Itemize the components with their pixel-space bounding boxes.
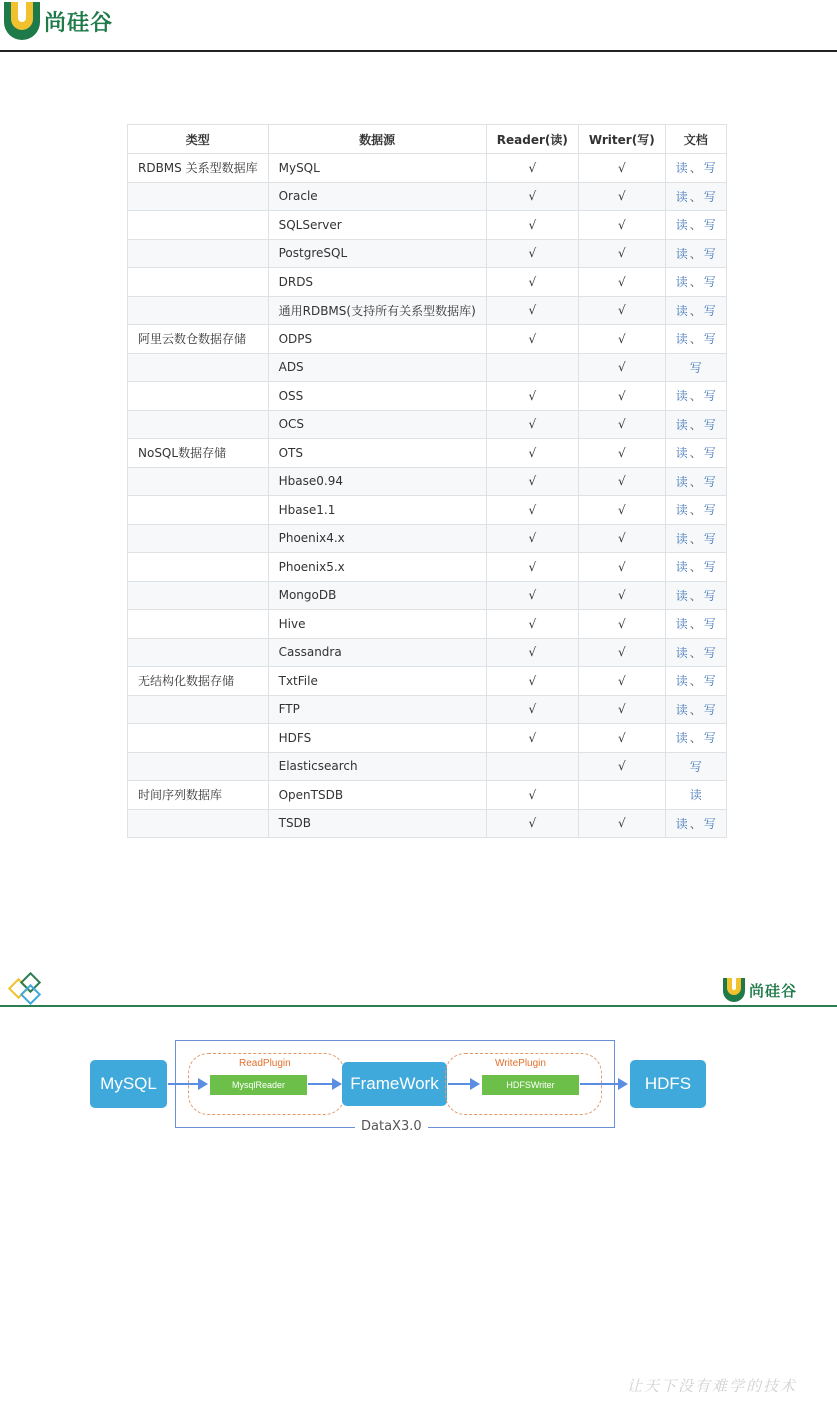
logo-u-icon — [4, 2, 40, 40]
cell-source: MongoDB — [268, 581, 486, 610]
cell-type: 阿里云数仓数据存储 — [128, 325, 269, 354]
table-row — [128, 724, 727, 753]
cell-writer — [578, 781, 665, 810]
cell-docs — [665, 781, 726, 810]
col-header-type: 类型 — [128, 125, 269, 154]
cell-type: 无结构化数据存储 — [128, 667, 269, 696]
doc-link-write[interactable]: 写 — [703, 588, 716, 603]
cell-source: ODPS — [268, 325, 486, 354]
cell-reader: √ — [486, 667, 578, 696]
cell-writer: √ — [578, 752, 665, 781]
cell-writer: √ — [578, 638, 665, 667]
datasource-table — [127, 124, 727, 838]
doc-link-read[interactable]: 读 — [675, 560, 688, 575]
cell-writer: √ — [578, 182, 665, 211]
cell-writer: √ — [578, 296, 665, 325]
cell-type — [128, 296, 269, 325]
doc-link-read[interactable]: 读 — [675, 731, 688, 746]
doc-link-write[interactable]: 写 — [703, 218, 716, 233]
doc-separator: 、 — [689, 531, 702, 546]
doc-link-read[interactable]: 读 — [675, 617, 688, 632]
cell-docs — [665, 439, 726, 468]
cell-type — [128, 382, 269, 411]
cell-writer: √ — [578, 439, 665, 468]
cell-docs — [665, 695, 726, 724]
doc-link-read[interactable]: 读 — [675, 303, 688, 318]
doc-link-read[interactable]: 读 — [675, 389, 688, 404]
cell-source: OTS — [268, 439, 486, 468]
cell-writer: √ — [578, 724, 665, 753]
cell-reader: √ — [486, 410, 578, 439]
cell-reader: √ — [486, 325, 578, 354]
cell-writer: √ — [578, 268, 665, 297]
table-row — [128, 239, 727, 268]
cell-source: OCS — [268, 410, 486, 439]
cell-type — [128, 724, 269, 753]
slide-brand-logo — [723, 978, 797, 1002]
cell-reader: √ — [486, 781, 578, 810]
doc-link-write[interactable]: 写 — [703, 645, 716, 660]
cell-source: DRDS — [268, 268, 486, 297]
table-row — [128, 439, 727, 468]
cell-docs — [665, 638, 726, 667]
cell-source: TxtFile — [268, 667, 486, 696]
doc-link-write[interactable]: 写 — [703, 389, 716, 404]
table-row — [128, 467, 727, 496]
arrow-writer-to-hdfs — [580, 1083, 626, 1085]
doc-link-write[interactable]: 写 — [703, 189, 716, 204]
logo-u-icon — [723, 978, 745, 1002]
footer-slogan: 让天下没有难学的技术 — [627, 1377, 798, 1395]
cell-type — [128, 524, 269, 553]
doc-link-write[interactable]: 写 — [703, 702, 716, 717]
cell-source: HDFS — [268, 724, 486, 753]
cell-reader: √ — [486, 695, 578, 724]
cell-reader — [486, 353, 578, 382]
cell-type — [128, 553, 269, 582]
doc-link-write[interactable]: 写 — [703, 417, 716, 432]
cell-docs — [665, 581, 726, 610]
cell-docs — [665, 382, 726, 411]
cell-source: 通用RDBMS(支持所有关系型数据库) — [268, 296, 486, 325]
arrow-reader-to-framework — [308, 1083, 340, 1085]
cell-source: OSS — [268, 382, 486, 411]
doc-separator: 、 — [689, 275, 702, 290]
doc-separator: 、 — [689, 674, 702, 689]
cell-reader — [486, 752, 578, 781]
table-row — [128, 553, 727, 582]
brand-logo — [4, 2, 113, 40]
table-row — [128, 638, 727, 667]
cell-type: 时间序列数据库 — [128, 781, 269, 810]
table-row — [128, 211, 727, 240]
diamond-logo-icon — [8, 972, 48, 1006]
table-row — [128, 296, 727, 325]
logo-text: 尚硅谷 — [44, 10, 114, 36]
doc-link-read[interactable]: 读 — [689, 788, 702, 803]
cell-reader: √ — [486, 809, 578, 838]
doc-link-read[interactable]: 读 — [675, 161, 688, 176]
cell-docs — [665, 467, 726, 496]
cell-docs — [665, 809, 726, 838]
doc-separator: 、 — [689, 446, 702, 461]
cell-source: SQLServer — [268, 211, 486, 240]
doc-separator: 、 — [689, 702, 702, 717]
page-header — [0, 0, 837, 52]
cell-docs — [665, 353, 726, 382]
cell-docs — [665, 239, 726, 268]
cell-source: Phoenix5.x — [268, 553, 486, 582]
cell-docs — [665, 211, 726, 240]
cell-reader: √ — [486, 610, 578, 639]
doc-link-write[interactable]: 写 — [703, 674, 716, 689]
cell-writer: √ — [578, 667, 665, 696]
hdfs-node: HDFS — [630, 1060, 706, 1108]
doc-link-read[interactable]: 读 — [675, 417, 688, 432]
doc-link-write[interactable]: 写 — [703, 275, 716, 290]
cell-docs — [665, 752, 726, 781]
cell-source: FTP — [268, 695, 486, 724]
cell-reader: √ — [486, 524, 578, 553]
framework-node: FrameWork — [342, 1062, 447, 1106]
cell-docs — [665, 496, 726, 525]
table-row — [128, 353, 727, 382]
cell-type — [128, 353, 269, 382]
doc-separator: 、 — [689, 189, 702, 204]
cell-source: MySQL — [268, 154, 486, 183]
doc-link-write[interactable]: 写 — [703, 617, 716, 632]
cell-reader: √ — [486, 467, 578, 496]
cell-type — [128, 467, 269, 496]
cell-type — [128, 182, 269, 211]
doc-link-write[interactable]: 写 — [703, 246, 716, 261]
doc-separator: 、 — [689, 503, 702, 518]
doc-link-read[interactable]: 读 — [675, 503, 688, 518]
doc-link-read[interactable]: 读 — [675, 332, 688, 347]
doc-link-read[interactable]: 读 — [675, 275, 688, 290]
cell-reader: √ — [486, 581, 578, 610]
cell-reader: √ — [486, 182, 578, 211]
table-row — [128, 410, 727, 439]
cell-writer: √ — [578, 410, 665, 439]
cell-type — [128, 610, 269, 639]
cell-writer: √ — [578, 553, 665, 582]
cell-source: PostgreSQL — [268, 239, 486, 268]
cell-writer: √ — [578, 581, 665, 610]
cell-source: Phoenix4.x — [268, 524, 486, 553]
doc-link-write[interactable]: 写 — [703, 816, 716, 831]
write-plugin-title: WritePlugin — [495, 1058, 546, 1069]
mysql-node: MySQL — [90, 1060, 167, 1108]
cell-reader: √ — [486, 211, 578, 240]
cell-reader: √ — [486, 638, 578, 667]
doc-link-read[interactable]: 读 — [675, 674, 688, 689]
cell-writer: √ — [578, 610, 665, 639]
cell-reader: √ — [486, 268, 578, 297]
cell-type — [128, 581, 269, 610]
cell-source: Cassandra — [268, 638, 486, 667]
col-header-source: 数据源 — [268, 125, 486, 154]
doc-link-read[interactable]: 读 — [675, 816, 688, 831]
doc-link-write[interactable]: 写 — [703, 531, 716, 546]
cell-reader: √ — [486, 382, 578, 411]
doc-separator: 、 — [689, 303, 702, 318]
cell-docs — [665, 268, 726, 297]
cell-reader: √ — [486, 296, 578, 325]
doc-link-read[interactable]: 读 — [675, 531, 688, 546]
doc-link-read[interactable]: 读 — [675, 446, 688, 461]
table-row — [128, 695, 727, 724]
cell-writer: √ — [578, 809, 665, 838]
cell-source: Hbase0.94 — [268, 467, 486, 496]
cell-writer: √ — [578, 467, 665, 496]
doc-link-read[interactable]: 读 — [675, 588, 688, 603]
table-row — [128, 581, 727, 610]
cell-docs — [665, 553, 726, 582]
doc-separator: 、 — [689, 816, 702, 831]
table-row — [128, 382, 727, 411]
doc-link-write[interactable]: 写 — [703, 560, 716, 575]
table-row — [128, 325, 727, 354]
table-row — [128, 610, 727, 639]
cell-docs — [665, 667, 726, 696]
table-row — [128, 154, 727, 183]
cell-reader: √ — [486, 724, 578, 753]
cell-type — [128, 496, 269, 525]
table-row — [128, 752, 727, 781]
doc-link-read[interactable]: 读 — [675, 189, 688, 204]
cell-type — [128, 809, 269, 838]
cell-docs — [665, 182, 726, 211]
doc-link-write[interactable]: 写 — [703, 731, 716, 746]
doc-separator: 、 — [689, 161, 702, 176]
cell-writer: √ — [578, 325, 665, 354]
cell-writer: √ — [578, 211, 665, 240]
read-plugin-title: ReadPlugin — [239, 1058, 291, 1069]
slide-divider — [0, 1005, 837, 1007]
doc-separator: 、 — [689, 617, 702, 632]
doc-separator: 、 — [689, 588, 702, 603]
doc-separator: 、 — [689, 332, 702, 347]
table-row — [128, 496, 727, 525]
doc-link-write[interactable]: 写 — [703, 332, 716, 347]
cell-source: Hbase1.1 — [268, 496, 486, 525]
cell-writer: √ — [578, 353, 665, 382]
cell-source: OpenTSDB — [268, 781, 486, 810]
cell-source: TSDB — [268, 809, 486, 838]
doc-separator: 、 — [689, 474, 702, 489]
doc-link-write[interactable]: 写 — [703, 303, 716, 318]
cell-writer: √ — [578, 154, 665, 183]
cell-docs — [665, 410, 726, 439]
cell-type — [128, 211, 269, 240]
table-row — [128, 781, 727, 810]
table-header-row — [128, 125, 727, 154]
cell-docs — [665, 325, 726, 354]
cell-type — [128, 695, 269, 724]
hdfs-writer-box: HDFSWriter — [482, 1075, 579, 1095]
cell-source: ADS — [268, 353, 486, 382]
doc-separator: 、 — [689, 731, 702, 746]
cell-reader: √ — [486, 239, 578, 268]
col-header-writer: Writer(写) — [578, 125, 665, 154]
datax-frame-label: DataX3.0 — [355, 1119, 428, 1134]
cell-source: Elasticsearch — [268, 752, 486, 781]
doc-separator: 、 — [689, 218, 702, 233]
arrow-mysql-to-reader — [168, 1083, 206, 1085]
cell-docs — [665, 296, 726, 325]
doc-separator: 、 — [689, 417, 702, 432]
doc-separator: 、 — [689, 560, 702, 575]
doc-link-read[interactable]: 读 — [675, 246, 688, 261]
arrow-framework-to-writer — [448, 1083, 478, 1085]
table-body — [128, 154, 727, 838]
mysql-reader-box: MysqlReader — [210, 1075, 307, 1095]
doc-separator: 、 — [689, 389, 702, 404]
cell-type — [128, 239, 269, 268]
cell-writer: √ — [578, 382, 665, 411]
table-row — [128, 667, 727, 696]
table-row — [128, 524, 727, 553]
cell-type — [128, 638, 269, 667]
col-header-docs: 文档 — [665, 125, 726, 154]
doc-link-read[interactable]: 读 — [675, 218, 688, 233]
cell-source: Hive — [268, 610, 486, 639]
cell-docs — [665, 524, 726, 553]
doc-link-write[interactable]: 写 — [703, 161, 716, 176]
cell-reader: √ — [486, 439, 578, 468]
cell-docs — [665, 154, 726, 183]
cell-reader: √ — [486, 496, 578, 525]
doc-link-write[interactable]: 写 — [703, 446, 716, 461]
doc-link-read[interactable]: 读 — [675, 702, 688, 717]
slide-logo-text: 尚硅谷 — [749, 981, 798, 1000]
table-row — [128, 182, 727, 211]
table-row — [128, 809, 727, 838]
cell-type — [128, 268, 269, 297]
doc-link-write[interactable]: 写 — [689, 759, 702, 774]
doc-link-read[interactable]: 读 — [675, 645, 688, 660]
cell-type: RDBMS 关系型数据库 — [128, 154, 269, 183]
cell-type — [128, 410, 269, 439]
cell-writer: √ — [578, 524, 665, 553]
cell-type — [128, 752, 269, 781]
cell-docs — [665, 610, 726, 639]
table-row — [128, 268, 727, 297]
cell-writer: √ — [578, 496, 665, 525]
doc-link-write[interactable]: 写 — [703, 474, 716, 489]
cell-docs — [665, 724, 726, 753]
doc-link-write[interactable]: 写 — [703, 503, 716, 518]
cell-writer: √ — [578, 239, 665, 268]
cell-writer: √ — [578, 695, 665, 724]
cell-type: NoSQL数据存储 — [128, 439, 269, 468]
cell-reader: √ — [486, 553, 578, 582]
doc-link-read[interactable]: 读 — [675, 474, 688, 489]
col-header-reader: Reader(读) — [486, 125, 578, 154]
doc-separator: 、 — [689, 246, 702, 261]
doc-link-write[interactable]: 写 — [689, 360, 702, 375]
cell-source: Oracle — [268, 182, 486, 211]
cell-reader: √ — [486, 154, 578, 183]
doc-separator: 、 — [689, 645, 702, 660]
